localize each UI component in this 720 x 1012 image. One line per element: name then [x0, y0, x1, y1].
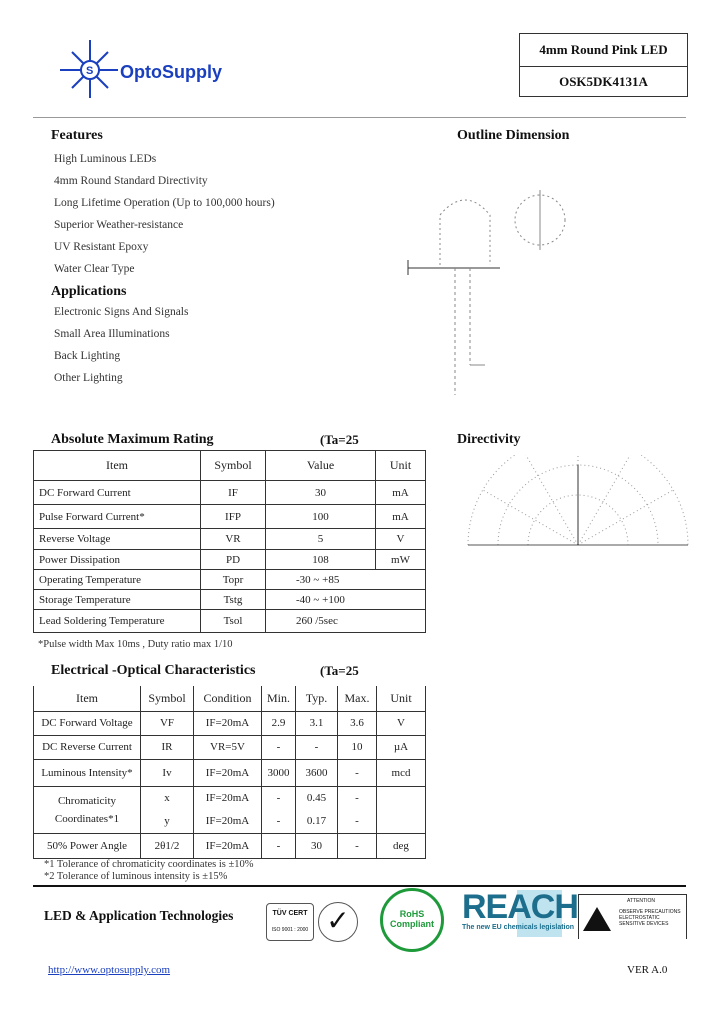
cell: PD — [201, 550, 266, 570]
cell: - — [338, 759, 377, 786]
cell: 0.45 — [296, 786, 338, 809]
cell: Iv — [141, 759, 194, 786]
cell: - — [262, 735, 296, 759]
cell: 0.17 — [296, 809, 338, 833]
table-row — [34, 481, 426, 505]
feature-item: Long Lifetime Operation (Up to 100,000 hours) — [54, 197, 275, 209]
table-row — [34, 833, 426, 858]
table-row — [34, 505, 426, 529]
directivity-chart — [460, 455, 700, 565]
application-item: Back Lighting — [54, 350, 121, 362]
cell: mA — [376, 505, 426, 529]
cell: 30 — [266, 481, 376, 505]
application-item: Electronic Signs And Signals — [54, 306, 189, 318]
cell: - — [262, 809, 296, 833]
brand-name: OptoSupply — [120, 62, 222, 82]
cell: 3000 — [262, 759, 296, 786]
cell: IF=20mA — [194, 786, 262, 809]
col-header: Symbol — [201, 451, 266, 481]
svg-text:S: S — [86, 65, 94, 77]
amr-heading: Absolute Maximum Rating — [51, 432, 214, 447]
cell: IF=20mA — [194, 759, 262, 786]
cell: IF=20mA — [194, 711, 262, 735]
cell: x — [141, 786, 194, 809]
cell: Pulse Forward Current* — [34, 505, 201, 529]
tuv-badge — [266, 903, 314, 941]
cell: Reverse Voltage — [34, 529, 201, 550]
cell: IR — [141, 735, 194, 759]
cell: V — [377, 711, 426, 735]
table-row — [34, 590, 426, 610]
cell: - — [338, 786, 377, 809]
cell: Chromaticity Coordinates*1 — [34, 786, 141, 833]
title-box — [519, 33, 688, 97]
col-header: Item — [34, 686, 141, 711]
product-title: 4mm Round Pink LED — [520, 34, 687, 67]
col-header: Symbol — [141, 686, 194, 711]
cell: DC Forward Voltage — [34, 711, 141, 735]
applications-heading: Applications — [51, 284, 127, 299]
reach-label: REACH — [462, 888, 578, 926]
col-header: Item — [34, 451, 201, 481]
eoc-condition: (Ta=25 — [320, 663, 359, 678]
cell: 2.9 — [262, 711, 296, 735]
cell: -30 ~ +85 — [266, 570, 426, 590]
application-item: Small Area Illuminations — [54, 328, 170, 340]
features-heading: Features — [51, 128, 103, 143]
eoc-note: *2 Tolerance of luminous intensity is ±15% — [44, 871, 228, 882]
col-header: Unit — [377, 686, 426, 711]
cell: IF=20mA — [194, 809, 262, 833]
cell: 2θ1/2 — [141, 833, 194, 858]
part-number: OSK5DK4131A — [559, 74, 648, 89]
table-row — [34, 550, 426, 570]
cell: deg — [377, 833, 426, 858]
col-header: Min. — [262, 686, 296, 711]
footer-rule — [33, 885, 686, 887]
table-row — [34, 610, 426, 633]
table-row — [34, 711, 426, 735]
cell: -40 ~ +100 — [266, 590, 426, 610]
cell: IF=20mA — [194, 833, 262, 858]
cell: Tsol — [201, 610, 266, 633]
cell: mcd — [377, 759, 426, 786]
directivity-heading: Directivity — [457, 432, 521, 447]
col-header: Value — [266, 451, 376, 481]
cell: VR — [201, 529, 266, 550]
cell: Tstg — [201, 590, 266, 610]
cell: 260 /5sec — [266, 610, 426, 633]
eoc-heading: Electrical -Optical Characteristics — [51, 663, 256, 678]
table-row — [34, 570, 426, 590]
cell: DC Reverse Current — [34, 735, 141, 759]
cell: Luminous Intensity* — [34, 759, 141, 786]
cell: 30 — [296, 833, 338, 858]
cell: DC Forward Current — [34, 481, 201, 505]
absolute-max-rating-table — [33, 450, 426, 633]
reach-subtitle: The new EU chemicals legislation — [462, 924, 575, 931]
eoc-note: *1 Tolerance of chromaticity coordinates is ±10% — [44, 859, 254, 870]
application-item: Other Lighting — [54, 372, 123, 384]
reach-badge — [462, 888, 578, 937]
cell: Storage Temperature — [34, 590, 201, 610]
cell: 5 — [266, 529, 376, 550]
esd-warning-icon — [583, 907, 611, 931]
cell: - — [262, 833, 296, 858]
feature-item: UV Resistant Epoxy — [54, 241, 149, 253]
cell: µA — [377, 735, 426, 759]
cell: - — [338, 809, 377, 833]
esd-badge — [578, 894, 687, 939]
table-row — [34, 529, 426, 550]
cell: V — [376, 529, 426, 550]
cell: - — [262, 786, 296, 809]
iso-label: ISO 9001 : 2000 — [271, 927, 309, 933]
col-header: Typ. — [296, 686, 338, 711]
amr-condition: (Ta=25 — [320, 432, 359, 447]
esd-text: OBSERVE PRECAUTIONS ELECTROSTATIC SENSITIVE DEVICES — [619, 909, 681, 927]
cell: y — [141, 809, 194, 833]
website-link[interactable]: http://www.optosupply.com — [48, 964, 171, 976]
col-header: Max. — [338, 686, 377, 711]
brand-logo — [58, 38, 268, 100]
star-logo-icon — [58, 38, 118, 100]
version-label: VER A.0 — [627, 964, 668, 976]
cell: - — [296, 735, 338, 759]
table-row — [34, 759, 426, 786]
feature-item: High Luminous LEDs — [54, 153, 157, 165]
cell: - — [338, 833, 377, 858]
cell: Lead Soldering Temperature — [34, 610, 201, 633]
cell: VR=5V — [194, 735, 262, 759]
cell: Topr — [201, 570, 266, 590]
esd-title: ATTENTION — [627, 898, 655, 904]
cell — [377, 786, 426, 833]
cell: 3.1 — [296, 711, 338, 735]
header-rule — [33, 117, 686, 118]
cell: mW — [376, 550, 426, 570]
table-row — [34, 735, 426, 759]
electrical-optical-table — [33, 686, 426, 859]
feature-item: Water Clear Type — [54, 263, 135, 275]
cell: mA — [376, 481, 426, 505]
cell: 3600 — [296, 759, 338, 786]
amr-footnote: *Pulse width Max 10ms , Duty ratio max 1/10 — [38, 639, 233, 650]
outline-heading: Outline Dimension — [457, 128, 570, 143]
rohs-badge: RoHS Compliant — [380, 888, 444, 952]
feature-item: 4mm Round Standard Directivity — [54, 175, 208, 187]
feature-item: Superior Weather-resistance — [54, 219, 184, 231]
cell: IFP — [201, 505, 266, 529]
table-row — [34, 786, 426, 809]
tuv-label: TÜV CERT — [272, 910, 308, 917]
cell: 10 — [338, 735, 377, 759]
col-header: Condition — [194, 686, 262, 711]
outline-drawing — [400, 170, 580, 405]
cell: Operating Temperature — [34, 570, 201, 590]
cell: IF — [201, 481, 266, 505]
cell: 100 — [266, 505, 376, 529]
cell: VF — [141, 711, 194, 735]
cell: 50% Power Angle — [34, 833, 141, 858]
cell: Power Dissipation — [34, 550, 201, 570]
tagline: LED & Application Technologies — [44, 908, 234, 923]
col-header: Unit — [376, 451, 426, 481]
cell: 3.6 — [338, 711, 377, 735]
checkmark-badge-icon: ✓ — [318, 902, 358, 942]
cell: 108 — [266, 550, 376, 570]
